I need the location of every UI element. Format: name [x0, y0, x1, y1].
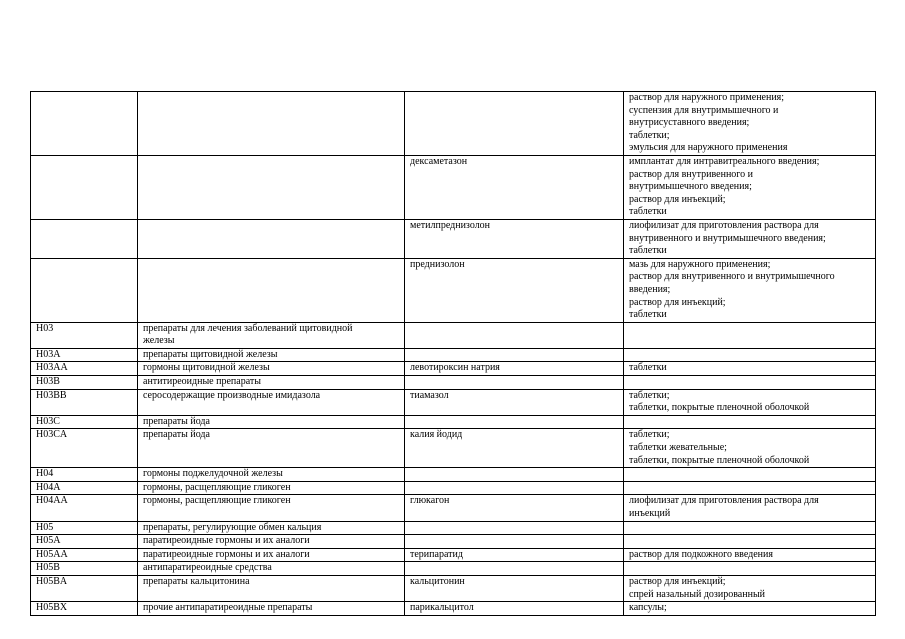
atc-code-cell: H04A: [31, 481, 138, 495]
group-name-cell: гормоны щитовидной железы: [138, 362, 405, 376]
dosage-form-cell: капсулы;: [624, 602, 876, 616]
atc-code-cell: [31, 219, 138, 258]
dosage-form-cell: [624, 562, 876, 576]
drug-name-cell: [405, 92, 624, 156]
drug-name-cell: кальцитонин: [405, 575, 624, 601]
dosage-form-cell: [624, 481, 876, 495]
drug-name-cell: терипаратид: [405, 548, 624, 562]
drug-name-cell: [405, 415, 624, 429]
atc-code-cell: H05BX: [31, 602, 138, 616]
drug-name-cell: [405, 562, 624, 576]
group-name-cell: препараты для лечения заболеваний щитовидной железы: [138, 322, 405, 348]
drug-name-cell: калия йодид: [405, 429, 624, 468]
group-name-cell: гормоны, расщепляющие гликоген: [138, 481, 405, 495]
atc-code-cell: H05B: [31, 562, 138, 576]
dosage-form-cell: таблетки: [624, 362, 876, 376]
dosage-form-cell: раствор для подкожного введения: [624, 548, 876, 562]
dosage-form-cell: [624, 348, 876, 362]
group-name-cell: паратиреоидные гормоны и их аналоги: [138, 535, 405, 549]
drug-name-cell: дексаметазон: [405, 155, 624, 219]
table-row: [31, 548, 876, 562]
table-row: [31, 495, 876, 521]
drug-name-cell: преднизолон: [405, 258, 624, 322]
dosage-form-cell: раствор для инъекций; спрей назальный дозированный: [624, 575, 876, 601]
dosage-form-cell: [624, 322, 876, 348]
atc-code-cell: H05: [31, 521, 138, 535]
drug-name-cell: парикальцитол: [405, 602, 624, 616]
drug-name-cell: [405, 322, 624, 348]
dosage-form-cell: [624, 521, 876, 535]
atc-code-cell: H03B: [31, 376, 138, 390]
group-name-cell: антитиреоидные препараты: [138, 376, 405, 390]
table-row: [31, 322, 876, 348]
table-row: [31, 562, 876, 576]
drug-name-cell: глюкагон: [405, 495, 624, 521]
table-row: [31, 155, 876, 219]
table-row: [31, 219, 876, 258]
atc-code-cell: H03CA: [31, 429, 138, 468]
dosage-form-cell: мазь для наружного применения; раствор для внутривенного и внутримышечного введения; раствор для инъекций; таблетки: [624, 258, 876, 322]
dosage-form-cell: [624, 468, 876, 482]
table-row: [31, 602, 876, 616]
group-name-cell: гормоны поджелудочной железы: [138, 468, 405, 482]
drug-name-cell: [405, 348, 624, 362]
table-row: [31, 348, 876, 362]
group-name-cell: [138, 92, 405, 156]
table-row: [31, 481, 876, 495]
drug-name-cell: тиамазол: [405, 389, 624, 415]
atc-code-cell: H03: [31, 322, 138, 348]
dosage-form-cell: [624, 535, 876, 549]
table-row: [31, 468, 876, 482]
atc-code-cell: H03C: [31, 415, 138, 429]
atc-code-cell: H04: [31, 468, 138, 482]
group-name-cell: препараты йода: [138, 429, 405, 468]
group-name-cell: паратиреоидные гормоны и их аналоги: [138, 548, 405, 562]
group-name-cell: прочие антипаратиреоидные препараты: [138, 602, 405, 616]
group-name-cell: антипаратиреоидные средства: [138, 562, 405, 576]
atc-code-cell: [31, 258, 138, 322]
table-row: [31, 258, 876, 322]
table-row: [31, 92, 876, 156]
dosage-form-cell: раствор для наружного применения; суспензия для внутримышечного и внутрисуставного введения; таблетки; эмульсия для наружного применения: [624, 92, 876, 156]
dosage-form-cell: лиофилизат для приготовления раствора для внутривенного и внутримышечного введения; таблетки: [624, 219, 876, 258]
atc-code-cell: [31, 155, 138, 219]
group-name-cell: гормоны, расщепляющие гликоген: [138, 495, 405, 521]
dosage-form-cell: лиофилизат для приготовления раствора для инъекций: [624, 495, 876, 521]
table-row: [31, 521, 876, 535]
atc-code-cell: H03AA: [31, 362, 138, 376]
table-row: [31, 415, 876, 429]
drug-name-cell: левотироксин натрия: [405, 362, 624, 376]
table-row: [31, 575, 876, 601]
group-name-cell: препараты йода: [138, 415, 405, 429]
atc-code-cell: H04AA: [31, 495, 138, 521]
atc-code-cell: H05BA: [31, 575, 138, 601]
drug-name-cell: [405, 535, 624, 549]
table-row: [31, 376, 876, 390]
atc-code-cell: [31, 92, 138, 156]
group-name-cell: [138, 258, 405, 322]
atc-code-cell: H03A: [31, 348, 138, 362]
group-name-cell: препараты, регулирующие обмен кальция: [138, 521, 405, 535]
dosage-form-cell: таблетки; таблетки, покрытые пленочной оболочкой: [624, 389, 876, 415]
atc-code-cell: H03BB: [31, 389, 138, 415]
group-name-cell: [138, 219, 405, 258]
table-row: [31, 389, 876, 415]
group-name-cell: [138, 155, 405, 219]
dosage-form-cell: [624, 376, 876, 390]
drug-name-cell: [405, 376, 624, 390]
group-name-cell: препараты кальцитонина: [138, 575, 405, 601]
drug-name-cell: [405, 481, 624, 495]
table-row: [31, 535, 876, 549]
group-name-cell: серосодержащие производные имидазола: [138, 389, 405, 415]
dosage-form-cell: [624, 415, 876, 429]
drug-name-cell: [405, 468, 624, 482]
drug-table: [30, 91, 876, 616]
table-row: [31, 362, 876, 376]
dosage-form-cell: имплантат для интравитреального введения; раствор для внутривенного и внутримышечного введения; раствор для инъекций; таблетки: [624, 155, 876, 219]
atc-code-cell: H05AA: [31, 548, 138, 562]
group-name-cell: препараты щитовидной железы: [138, 348, 405, 362]
atc-code-cell: H05A: [31, 535, 138, 549]
drug-name-cell: метилпреднизолон: [405, 219, 624, 258]
drug-name-cell: [405, 521, 624, 535]
dosage-form-cell: таблетки; таблетки жевательные; таблетки, покрытые пленочной оболочкой: [624, 429, 876, 468]
table-row: [31, 429, 876, 468]
